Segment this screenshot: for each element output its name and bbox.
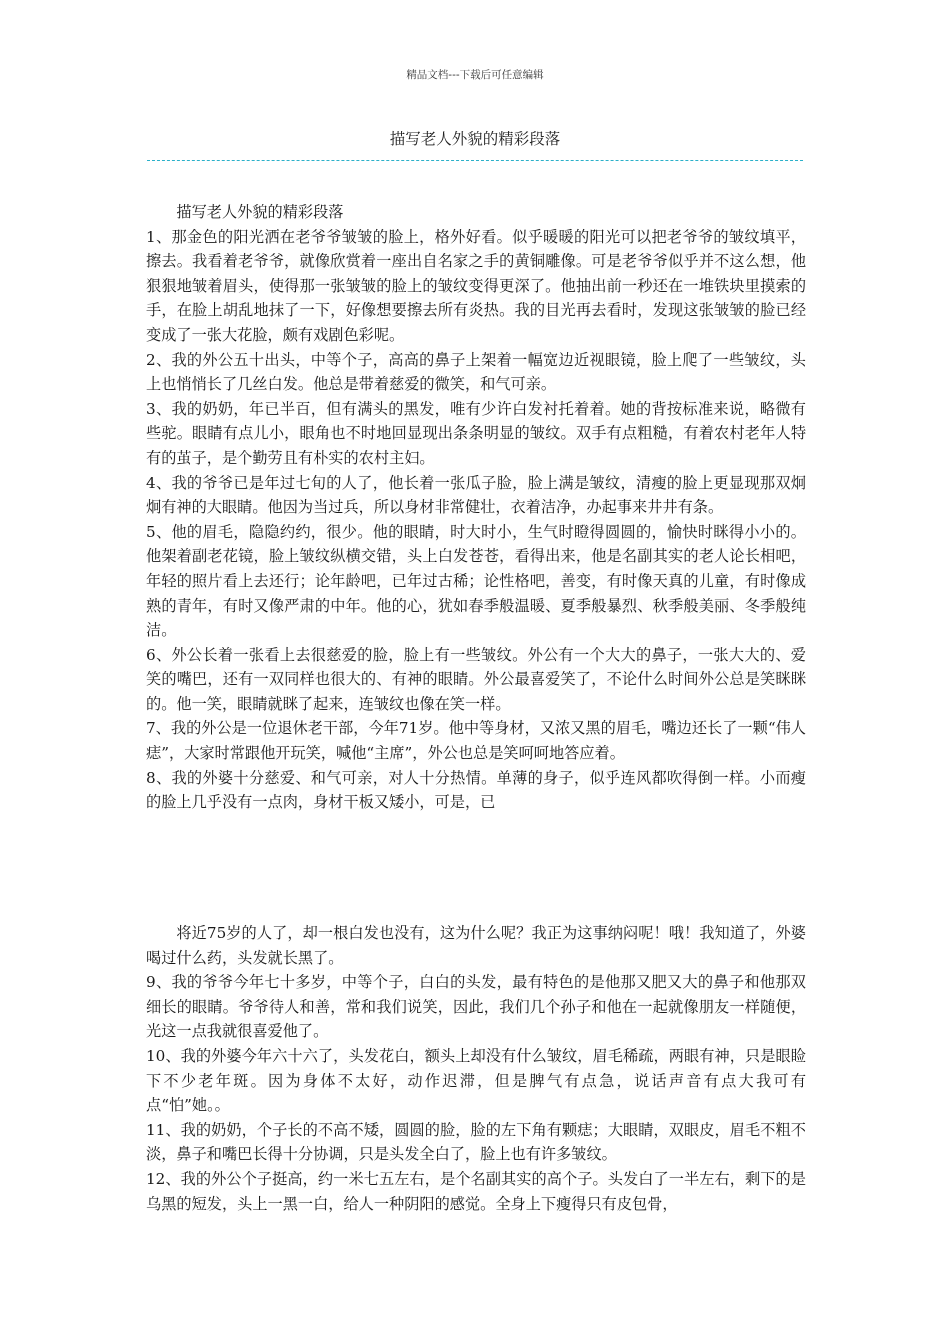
paragraph-3: 3、我的奶奶，年已半百，但有满头的黑发，唯有少许白发衬托着着。她的背按标准来说，略微有些驼。眼睛有点儿小，眼角也不时地回显现出条条明显的皱纹。双手有点粗糙，有着农村老年人特有的茧子，是个勤劳且有朴实的农村主妇。 <box>146 399 806 467</box>
paragraph-6: 6、外公长着一张看上去很慈爱的脸，脸上有一些皱纹。外公有一个大大的鼻子，一张大大的、爱笑的嘴巴，还有一双同样也很大的、有神的眼睛。外公最喜爱笑了，不论什么时间外公总是笑眯眯的。他一笑，眼睛就眯了起来，连皱纹也像在笑一样。 <box>146 645 806 713</box>
paragraph-4: 4、我的爷爷已是年过七旬的人了，他长着一张瓜子脸，脸上满是皱纹，清瘦的脸上更显现那双炯炯有神的大眼睛。他因为当过兵，所以身材非常健壮，衣着洁净，办起事来井井有条。 <box>146 473 806 517</box>
document-title: 描写老人外貌的精彩段落 <box>389 130 561 148</box>
section-heading: 描写老人外貌的精彩段落 <box>176 203 344 221</box>
paragraph-11: 11、我的奶奶，个子长的不高不矮，圆圆的脸，脸的左下角有颗痣；大眼睛，双眼皮，眉毛不粗不淡，鼻子和嘴巴长得十分协调，只是头发全白了，脸上也有许多皱纹。 <box>146 1120 806 1164</box>
paragraph-9: 9、我的爷爷今年七十多岁，中等个子，白白的头发，最有特色的是他那又肥又大的鼻子和他那双细长的眼睛。爷爷待人和善，常和我们说笑，因此，我们几个孙子和他在一起就像朋友一样随便，光这一点我就很喜爱他了。 <box>146 973 806 1041</box>
paragraph-12: 12、我的外公个子挺高，约一米七五左右，是个名副其实的高个子。头发白了一半左右，剩下的是乌黑的短发，头上一黑一白，给人一种阴阳的感觉。全身上下瘦得只有皮包骨， <box>146 1169 806 1213</box>
paragraph-1: 1、那金色的阳光洒在老爷爷皱皱的脸上，格外好看。似乎暖暖的阳光可以把老爷爷的皱纹填平，擦去。我看着老爷爷，就像欣赏着一座出自名家之手的黄铜雕像。可是老爷爷似乎并不这么想，他狠狠地皱着眉头，使得那一张皱皱的脸上的皱纹变得更深了。他抽出前一秒还在一堆铁块里摸索的手，在脸上胡乱地抹了一下，好像想要擦去所有炎热。我的目光再去看时，发现这张皱皱的脸已经变成了一张大花脸，颇有戏剧色彩呢。 <box>146 227 806 344</box>
paragraph-2: 2、我的外公五十出头，中等个子，高高的鼻子上架着一幅宽边近视眼镜，脸上爬了一些皱纹，头上也悄悄长了几丝白发。他总是带着慈爱的微笑，和气可亲。 <box>146 350 806 394</box>
paragraph-8: 8、我的外婆十分慈爱、和气可亲，对人十分热情。单薄的身子，似乎连风都吹得倒一样。小而瘦的脸上几乎没有一点肉，身材干板又矮小，可是，已 <box>146 768 806 812</box>
paragraph-continuation: 将近75岁的人了，却一根白发也没有，这为什么呢？我正为这事纳闷呢！哦！我知道了，外婆喝过什么药，头发就长黑了。 <box>146 924 806 967</box>
header-note: 精品文档---下载后可任意编辑 <box>406 69 544 81</box>
text-block-2 <box>146 921 806 1216</box>
text-block-1 <box>146 200 806 815</box>
title-divider <box>147 160 803 161</box>
paragraph-10: 10、我的外婆今年六十六了，头发花白，额头上却没有什么皱纹，眉毛稀疏，两眼有神，只是眼睑下不少老年斑。因为身体不太好，动作迟滞，但是脾气有点急，说话声音有点大我可有点“怕”她。。 <box>146 1046 806 1115</box>
paragraph-5: 5、他的眉毛，隐隐约约，很少。他的眼睛，时大时小，生气时瞪得圆圆的，愉快时眯得小小的。他架着副老花镜，脸上皱纹纵横交错，头上白发苍苍，看得出来，他是名副其实的老人论长相吧，年轻的照片看上去还行；论年龄吧，已年过古稀；论性格吧，善变，有时像天真的儿童，有时像成熟的青年，有时又像严肃的中年。他的心，犹如春季般温暖、夏季般暴烈、秋季般美丽、冬季般纯洁。 <box>146 522 806 640</box>
paragraph-7: 7、我的外公是一位退休老干部，今年71岁。他中等身材，又浓又黑的眉毛，嘴边还长了一颗“伟人痣”，大家时常跟他开玩笑，喊他“主席”，外公也总是笑呵呵地答应着。 <box>146 719 806 763</box>
